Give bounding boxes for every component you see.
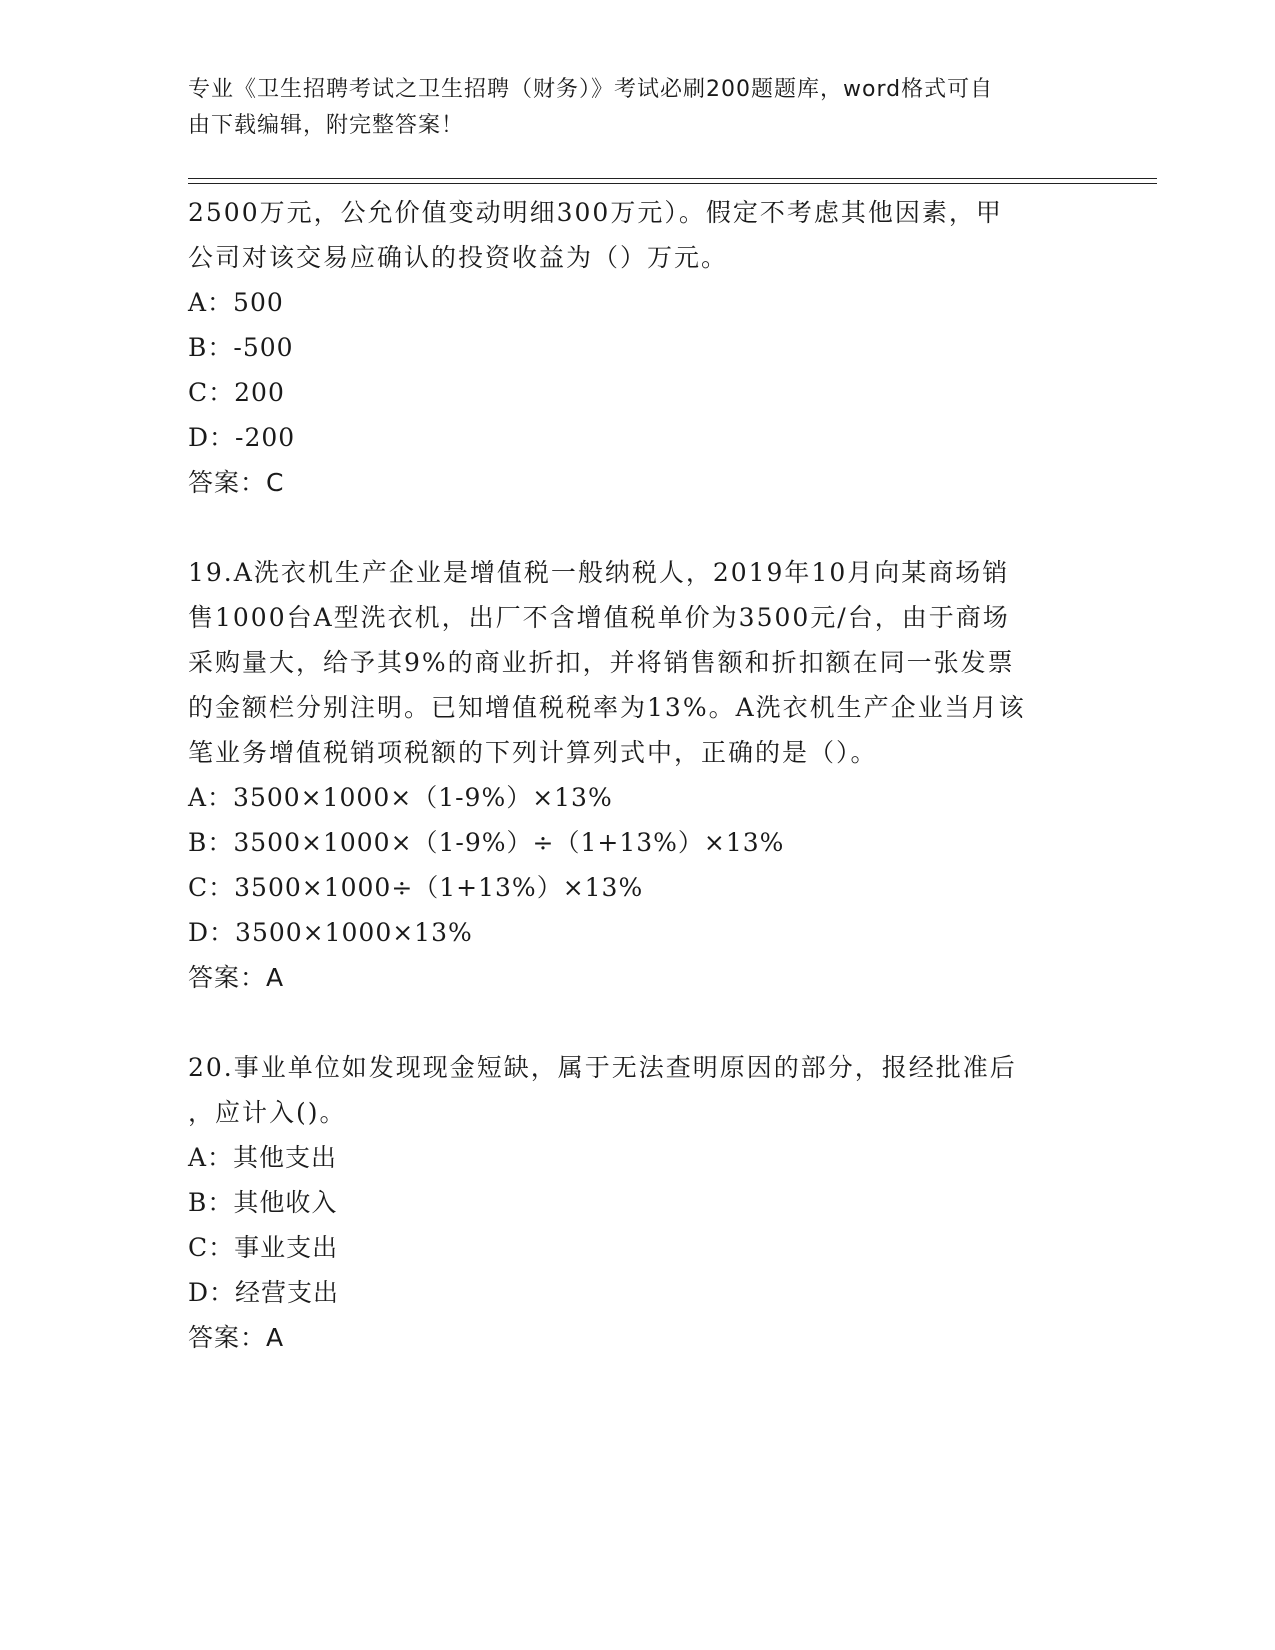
- question-19-option-b: B：3500×1000×（1-9%）÷（1+13%）×13%: [188, 828, 785, 857]
- question-spacer: [188, 1000, 1088, 1045]
- question-20-option-a: A：其他支出: [188, 1143, 338, 1172]
- question-19-text-line-4: 的金额栏分别注明。已知增值税税率为13%。A洗衣机生产企业当月该: [188, 693, 1026, 722]
- question-19-answer: 答案：A: [188, 963, 285, 992]
- question-content: [188, 190, 1088, 1360]
- question-19-option-a: A：3500×1000×（1-9%）×13%: [188, 783, 613, 812]
- header-divider-top: [188, 178, 1157, 179]
- question-20-answer: 答案：A: [188, 1323, 285, 1352]
- question-18-text-line-2: 公司对该交易应确认的投资收益为（）万元。: [188, 243, 729, 272]
- question-20-text-line-2: ，应计入()。: [188, 1098, 347, 1127]
- header-divider-bottom: [188, 183, 1157, 184]
- question-18-text-line-1: 2500万元，公允价值变动明细300万元）。假定不考虑其他因素，甲: [188, 198, 1003, 227]
- header-title-line-2: 由下载编辑，附完整答案！: [188, 113, 465, 138]
- question-20: [188, 1045, 1088, 1360]
- question-20-option-b: B：其他收入: [188, 1188, 338, 1217]
- question-19-text-line-2: 售1000台A型洗衣机，出厂不含增值税单价为3500元/台，由于商场: [188, 603, 1010, 632]
- document-header: [188, 72, 1068, 144]
- question-19-text-line-3: 采购量大，给予其9%的商业折扣，并将销售额和折扣额在同一张发票: [188, 648, 1015, 677]
- question-18: [188, 190, 1088, 505]
- question-19-option-d: D：3500×1000×13%: [188, 918, 473, 947]
- question-20-option-d: D：经营支出: [188, 1278, 340, 1307]
- question-18-option-a: A：500: [188, 288, 284, 317]
- question-18-option-b: B：-500: [188, 333, 294, 362]
- question-20-option-c: C：事业支出: [188, 1233, 339, 1262]
- question-19-text-line-5: 笔业务增值税销项税额的下列计算列式中，正确的是（）。: [188, 738, 878, 767]
- question-19-option-c: C：3500×1000÷（1+13%）×13%: [188, 873, 644, 902]
- question-20-text-line-1: 20.事业单位如发现现金短缺，属于无法查明原因的部分，报经批准后: [188, 1053, 1017, 1082]
- question-18-option-c: C：200: [188, 378, 285, 407]
- question-19: [188, 550, 1088, 1000]
- question-spacer: [188, 505, 1088, 550]
- header-title-line-1: 专业《卫生招聘考试之卫生招聘（财务）》考试必刷200题题库，word格式可自: [188, 77, 994, 102]
- question-18-answer: 答案：C: [188, 468, 285, 497]
- question-18-option-d: D：-200: [188, 423, 296, 452]
- question-19-text-line-1: 19.A洗衣机生产企业是增值税一般纳税人，2019年10月向某商场销: [188, 558, 1010, 587]
